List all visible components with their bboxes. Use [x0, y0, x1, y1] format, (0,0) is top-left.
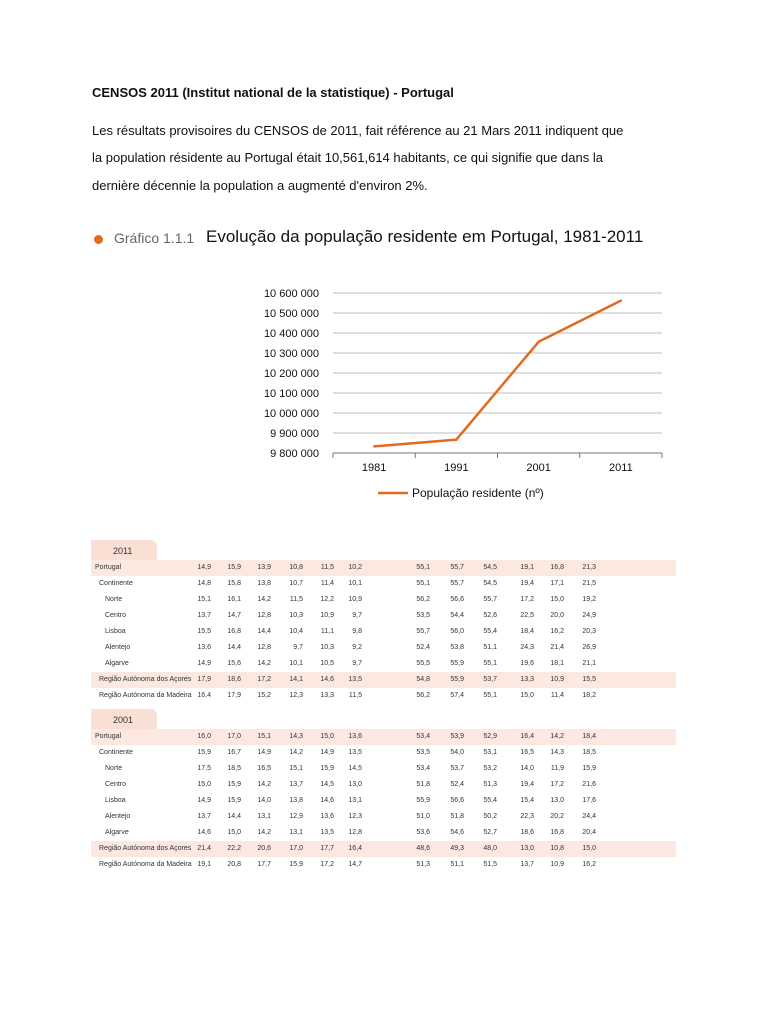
table-cell: 56,2 [416, 596, 430, 603]
y-tick-label: 10 400 000 [263, 328, 319, 340]
table-cell: 13,5 [348, 749, 362, 756]
table-cell: 18,5 [582, 749, 596, 756]
legend-label: População residente (nº) [412, 486, 544, 500]
table-cell: 13,5 [320, 829, 334, 836]
table-cell: 11,5 [320, 564, 334, 571]
row-label: Norte [105, 765, 123, 772]
table-cell: 21,5 [582, 580, 596, 587]
table-cell: 16,0 [197, 733, 211, 740]
table-cell: 19,4 [520, 781, 534, 788]
data-point [455, 438, 457, 440]
table-cell: 55,9 [416, 797, 430, 804]
table-cell: 14,7 [348, 861, 362, 868]
table-cell: 12,9 [289, 813, 303, 820]
table-cell: 15,1 [257, 733, 271, 740]
table-cell: 51,1 [450, 861, 464, 868]
table-cell: 49,3 [450, 845, 464, 852]
table-cell: 13,6 [320, 813, 334, 820]
table-cell: 18,6 [520, 829, 534, 836]
table-cell: 51,3 [483, 781, 497, 788]
table-cell: 52,7 [483, 829, 497, 836]
table-row [91, 640, 676, 656]
table-cell: 18,6 [227, 676, 241, 683]
table-cell: 12,3 [289, 692, 303, 699]
table-cell: 16,4 [520, 733, 534, 740]
table-cell: 14,3 [550, 749, 564, 756]
table-cell: 16,5 [520, 749, 534, 756]
table-cell: 56,6 [450, 797, 464, 804]
table-cell: 15,4 [520, 797, 534, 804]
table-cell: 21,4 [550, 644, 564, 651]
table-cell: 14,2 [550, 733, 564, 740]
table-cell: 11,5 [348, 692, 362, 699]
table-cell: 10,1 [348, 580, 362, 587]
table-cell: 54,0 [450, 749, 464, 756]
table-cell: 9,2 [352, 644, 362, 651]
table-cell: 14,0 [520, 765, 534, 772]
table-row [91, 608, 676, 624]
table-cell: 14,3 [289, 733, 303, 740]
table-cell: 12,2 [320, 596, 334, 603]
table-cell: 13,3 [520, 676, 534, 683]
table-cell: 13,9 [257, 564, 271, 571]
table-cell: 54,4 [450, 612, 464, 619]
table-row [91, 825, 676, 841]
table-cell: 16,7 [227, 749, 241, 756]
row-label: Centro [105, 612, 127, 619]
table-cell: 13,1 [289, 829, 303, 836]
table-cell: 57,4 [450, 692, 464, 699]
table-row [91, 745, 676, 761]
table-cell: 20,2 [550, 813, 564, 820]
row-label: Região Autónoma dos Açores [99, 676, 192, 683]
table-cell: 12,8 [257, 644, 271, 651]
table-cell: 54,5 [483, 580, 497, 587]
table-cell: 16,8 [550, 829, 564, 836]
table-cell: 55,7 [483, 596, 497, 603]
table-cell: 11,9 [550, 765, 564, 772]
table-cell: 16,4 [348, 845, 362, 852]
table-cell: 14,9 [320, 749, 334, 756]
table-cell: 18,4 [582, 733, 596, 740]
table-cell: 55,4 [483, 797, 497, 804]
table-cell: 13,7 [197, 612, 211, 619]
table-cell: 19,1 [197, 861, 211, 868]
table-cell: 10,8 [550, 845, 564, 852]
table-cell: 15,1 [197, 596, 211, 603]
table-cell: 51,8 [450, 813, 464, 820]
table-row [91, 592, 676, 608]
table-cell: 48,0 [483, 845, 497, 852]
x-tick-label: 1981 [361, 462, 387, 474]
table-cell: 52,4 [450, 781, 464, 788]
table-cell: 16,8 [227, 628, 241, 635]
table-cell: 11,5 [289, 596, 303, 603]
y-tick-label: 10 200 000 [263, 368, 319, 380]
data-point [373, 445, 375, 447]
y-tick-label: 10 000 000 [263, 408, 319, 420]
y-tick-label: 10 100 000 [263, 388, 319, 400]
table-cell: 16,2 [582, 861, 596, 868]
table-cell: 56,2 [416, 692, 430, 699]
table-cell: 21,3 [582, 564, 596, 571]
table-year-tab: 2011 [91, 540, 157, 561]
table-cell: 17,2 [320, 861, 334, 868]
row-label: Continente [99, 749, 133, 756]
table-cell: 13,8 [257, 580, 271, 587]
table-cell: 13,0 [550, 797, 564, 804]
row-label: Alentejo [105, 813, 131, 820]
row-label: Continente [99, 580, 133, 587]
table-cell: 55,5 [416, 660, 430, 667]
y-tick-label: 9 800 000 [270, 448, 319, 460]
table-cell: 10,3 [289, 612, 303, 619]
table-cell: 55,9 [450, 676, 464, 683]
table-cell: 22,2 [227, 845, 241, 852]
table-cell: 20,0 [550, 612, 564, 619]
row-label: Alentejo [105, 644, 131, 651]
table-cell: 15,0 [227, 829, 241, 836]
table-cell: 18,2 [582, 692, 596, 699]
table-cell: 24,3 [520, 644, 534, 651]
table-cell: 17,2 [257, 676, 271, 683]
table-cell: 50,2 [483, 813, 497, 820]
table-row [91, 841, 676, 857]
table-cell: 13,3 [320, 692, 334, 699]
table-cell: 55,7 [450, 564, 464, 571]
table-cell: 14,6 [320, 676, 334, 683]
table-cell: 53,5 [416, 749, 430, 756]
table-cell: 10,9 [320, 612, 334, 619]
table-cell: 9,7 [293, 644, 303, 651]
table-cell: 19,1 [520, 564, 534, 571]
table-row [91, 809, 676, 825]
table-body [91, 560, 676, 704]
y-tick-label: 10 500 000 [263, 308, 319, 320]
table-cell: 17,1 [550, 580, 564, 587]
paragraph-line-1: Les résultats provisoires du CENSOS de 2011, fait référence au 21 Mars 2011 indiquent que [92, 123, 624, 138]
table-cell: 18,5 [227, 765, 241, 772]
table-cell: 19,4 [520, 580, 534, 587]
table-cell: 10,9 [348, 596, 362, 603]
table-cell: 10,7 [289, 580, 303, 587]
x-tick-label: 2011 [609, 462, 633, 474]
table-cell: 15,9 [227, 564, 241, 571]
figure-title-text: Evolução da população residente em Portugal, 1981-2011 [206, 227, 644, 246]
row-label: Algarve [105, 660, 129, 667]
table-row [91, 857, 676, 873]
table-cell: 9,8 [352, 628, 362, 635]
table-cell: 14,9 [197, 660, 211, 667]
data-point [537, 341, 539, 343]
table-cell: 51,8 [416, 781, 430, 788]
table-cell: 14,2 [289, 749, 303, 756]
table-cell: 26,9 [582, 644, 596, 651]
table-row [91, 777, 676, 793]
table-cell: 20,8 [227, 861, 241, 868]
table-cell: 55,1 [483, 692, 497, 699]
table-cell: 10,8 [289, 564, 303, 571]
table-cell: 15,9 [197, 749, 211, 756]
row-label: Região Autónoma dos Açores [99, 845, 192, 852]
table-cell: 54,8 [416, 676, 430, 683]
figure-label: Gráfico 1.1.1 [114, 230, 195, 246]
table-cell: 15,9 [227, 781, 241, 788]
table-cell: 13,0 [348, 781, 362, 788]
table-cell: 15,0 [582, 845, 596, 852]
table-cell: 12,8 [348, 829, 362, 836]
table-cell: 14,5 [348, 765, 362, 772]
table-cell: 14,5 [320, 781, 334, 788]
page-heading: CENSOS 2011 (Institut national de la statistique) - Portugal [92, 85, 454, 100]
table-cell: 14,7 [227, 612, 241, 619]
table-cell: 15,6 [227, 660, 241, 667]
table-cell: 14,2 [257, 596, 271, 603]
table-cell: 15,9 [289, 861, 303, 868]
table-row [91, 560, 676, 576]
table-cell: 15,0 [197, 781, 211, 788]
table-cell: 53,6 [416, 829, 430, 836]
row-label: Algarve [105, 829, 129, 836]
table-cell: 51,3 [416, 861, 430, 868]
table-cell: 53,8 [450, 644, 464, 651]
y-tick-label: 10 600 000 [263, 288, 319, 300]
table-cell: 55,1 [483, 660, 497, 667]
table-cell: 15,8 [227, 580, 241, 587]
table-cell: 21,6 [582, 781, 596, 788]
table-cell: 54,5 [483, 564, 497, 571]
table-cell: 21,1 [582, 660, 596, 667]
table-cell: 13,8 [289, 797, 303, 804]
table-cell: 15,5 [197, 628, 211, 635]
table-cell: 17,0 [289, 845, 303, 852]
table-row [91, 729, 676, 745]
table-cell: 10,9 [550, 676, 564, 683]
table-cell: 14,9 [257, 749, 271, 756]
table-cell: 15,9 [227, 797, 241, 804]
table-cell: 53,7 [483, 676, 497, 683]
table-cell: 53,2 [483, 765, 497, 772]
table-cell: 55,1 [416, 564, 430, 571]
table-cell: 18,4 [520, 628, 534, 635]
table-cell: 15,9 [320, 765, 334, 772]
table-cell: 13,5 [348, 676, 362, 683]
table-cell: 52,4 [416, 644, 430, 651]
table-cell: 13,1 [257, 813, 271, 820]
table-cell: 15,0 [320, 733, 334, 740]
table-cell: 55,7 [450, 580, 464, 587]
row-label: Centro [105, 781, 127, 788]
bullet-dot-icon [94, 235, 103, 244]
table-cell: 51,1 [483, 644, 497, 651]
table-row [91, 656, 676, 672]
table-row [91, 624, 676, 640]
table-cell: 55,9 [450, 660, 464, 667]
paragraph-line-3: dernière décennie la population a augmenté d'environ 2%. [92, 178, 428, 193]
row-label: Região Autónoma da Madeira [99, 692, 192, 699]
table-cell: 52,9 [483, 733, 497, 740]
table-cell: 17,0 [227, 733, 241, 740]
table-cell: 14,2 [257, 829, 271, 836]
table-cell: 53,9 [450, 733, 464, 740]
table-cell: 14,2 [257, 660, 271, 667]
table-cell: 12,3 [348, 813, 362, 820]
table-cell: 17,7 [320, 845, 334, 852]
table-cell: 17,2 [520, 596, 534, 603]
y-tick-label: 10 300 000 [263, 348, 319, 360]
table-row [91, 688, 676, 704]
table-cell: 22,3 [520, 813, 534, 820]
table-cell: 14,4 [227, 813, 241, 820]
row-label: Norte [105, 596, 123, 603]
table-cell: 12,8 [257, 612, 271, 619]
row-label: Portugal [95, 733, 122, 740]
table-cell: 17,9 [227, 692, 241, 699]
table-cell: 52,6 [483, 612, 497, 619]
table-cell: 15,5 [582, 676, 596, 683]
x-tick-label: 2001 [526, 462, 551, 474]
table-row [91, 761, 676, 777]
table-cell: 55,7 [416, 628, 430, 635]
table-cell: 24,4 [582, 813, 596, 820]
table-cell: 11,4 [550, 692, 564, 699]
table-cell: 14,4 [227, 644, 241, 651]
table-cell: 19,2 [582, 596, 596, 603]
table-cell: 18,1 [550, 660, 564, 667]
table-cell: 53,7 [450, 765, 464, 772]
table-cell: 17,9 [197, 676, 211, 683]
table-cell: 10,1 [289, 660, 303, 667]
table-cell: 10,5 [320, 660, 334, 667]
series-line [374, 301, 621, 447]
table-cell: 14,6 [320, 797, 334, 804]
table-cell: 15,0 [550, 596, 564, 603]
table-cell: 20,3 [582, 628, 596, 635]
table-cell: 14,1 [289, 676, 303, 683]
table-cell: 13,7 [197, 813, 211, 820]
x-tick-label: 1991 [444, 462, 469, 474]
table-cell: 15,9 [582, 765, 596, 772]
table-cell: 14,9 [197, 564, 211, 571]
table-cell: 14,8 [197, 580, 211, 587]
table-cell: 53,5 [416, 612, 430, 619]
table-cell: 13,6 [197, 644, 211, 651]
table-body [91, 729, 676, 873]
table-row [91, 576, 676, 592]
table-cell: 10,9 [550, 861, 564, 868]
table-cell: 9,7 [352, 660, 362, 667]
table-cell: 17,2 [550, 781, 564, 788]
table-cell: 55,1 [416, 580, 430, 587]
paragraph-line-2: la population résidente au Portugal était 10,561,614 habitants, ce qui signifie que dans la [92, 150, 603, 165]
table-cell: 16,2 [550, 628, 564, 635]
table-cell: 14,4 [257, 628, 271, 635]
table-cell: 13,6 [348, 733, 362, 740]
table-cell: 15,2 [257, 692, 271, 699]
y-tick-label: 9 900 000 [270, 428, 319, 440]
row-label: Região Autónoma da Madeira [99, 861, 192, 868]
table-cell: 14,2 [257, 781, 271, 788]
table-cell: 24,9 [582, 612, 596, 619]
table-cell: 14,0 [257, 797, 271, 804]
table-cell: 11,1 [320, 628, 334, 635]
table-cell: 22,5 [520, 612, 534, 619]
table-cell: 14,9 [197, 797, 211, 804]
population-line-chart [250, 280, 680, 510]
table-cell: 56,0 [450, 628, 464, 635]
table-cell: 13,1 [348, 797, 362, 804]
table-year-tab: 2001 [91, 709, 157, 730]
table-cell: 16,5 [257, 765, 271, 772]
table-row [91, 672, 676, 688]
table-cell: 16,4 [197, 692, 211, 699]
table-row [91, 793, 676, 809]
table-cell: 54,6 [450, 829, 464, 836]
table-cell: 11,4 [320, 580, 334, 587]
row-label: Portugal [95, 564, 122, 571]
table-cell: 53,1 [483, 749, 497, 756]
table-cell: 21,4 [197, 845, 211, 852]
table-cell: 53,4 [416, 765, 430, 772]
table-cell: 16,1 [227, 596, 241, 603]
table-cell: 55,4 [483, 628, 497, 635]
table-cell: 20,4 [582, 829, 596, 836]
table-cell: 56,6 [450, 596, 464, 603]
table-cell: 13,7 [289, 781, 303, 788]
table-cell: 17,7 [257, 861, 271, 868]
row-label: Lisboa [105, 628, 126, 635]
table-cell: 10,3 [320, 644, 334, 651]
table-cell: 17,5 [197, 765, 211, 772]
table-cell: 51,5 [483, 861, 497, 868]
table-cell: 15,0 [520, 692, 534, 699]
table-cell: 10,4 [289, 628, 303, 635]
table-cell: 16,8 [550, 564, 564, 571]
table-cell: 15,1 [289, 765, 303, 772]
row-label: Lisboa [105, 797, 126, 804]
table-cell: 53,4 [416, 733, 430, 740]
table-cell: 17,6 [582, 797, 596, 804]
table-cell: 48,6 [416, 845, 430, 852]
table-cell: 19,6 [520, 660, 534, 667]
table-cell: 51,0 [416, 813, 430, 820]
data-point [620, 299, 622, 301]
table-cell: 20,6 [257, 845, 271, 852]
table-cell: 9,7 [352, 612, 362, 619]
table-cell: 13,0 [520, 845, 534, 852]
table-cell: 13,7 [520, 861, 534, 868]
table-cell: 10,2 [348, 564, 362, 571]
table-cell: 14,6 [197, 829, 211, 836]
